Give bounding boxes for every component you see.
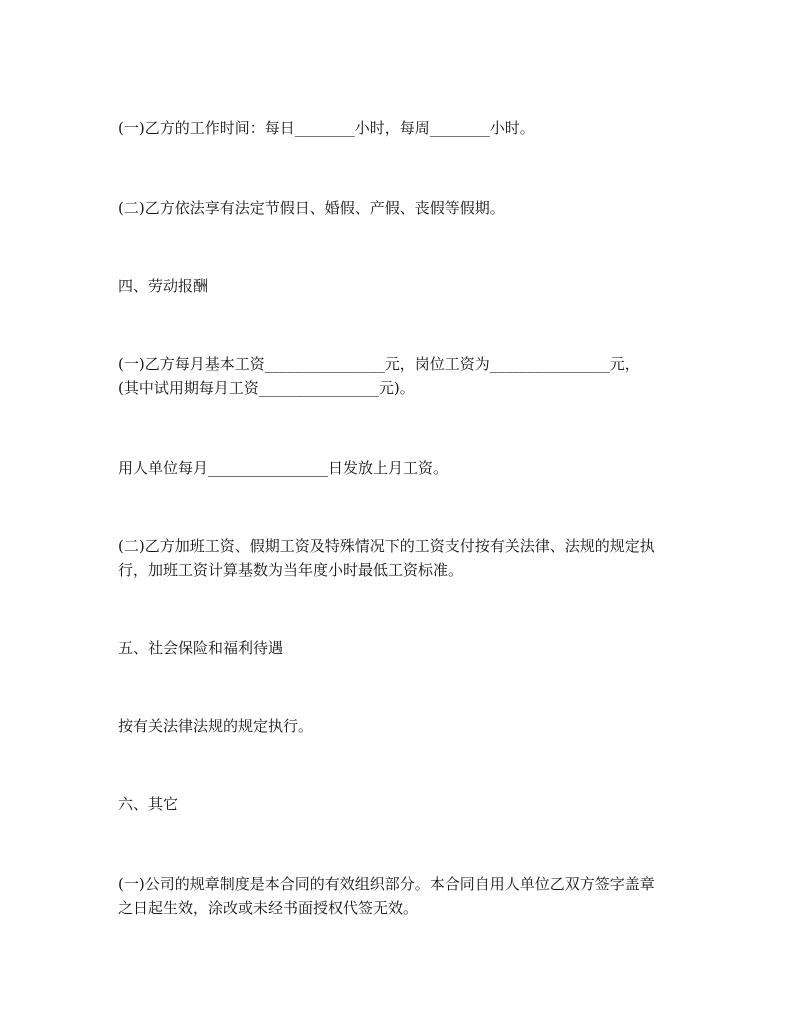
- basic-salary-line-2: (其中试用期每月工资________________元)。: [118, 379, 415, 397]
- holidays-text: (二)乙方依法享有法定节假日、婚假、产假、丧假等假期。: [118, 199, 505, 217]
- payday-clause: [118, 456, 698, 480]
- section-heading-insurance: [118, 636, 698, 660]
- overtime-clause: [118, 534, 698, 582]
- overtime-line-2: 行，加班工资计算基数为当年度小时最低工资标准。: [118, 561, 464, 579]
- basic-salary-clause: [118, 352, 698, 400]
- overtime-line-1: (二)乙方加班工资、假期工资及特殊情况下的工资支付按有关法律、法规的规定执: [118, 537, 655, 555]
- holidays-clause: [118, 196, 698, 220]
- company-rules-line-2: 之日起生效，涂改或未经书面授权代签无效。: [118, 899, 419, 917]
- section-heading-text: 四、劳动报酬: [118, 277, 209, 295]
- section-heading-remuneration: [118, 274, 698, 298]
- section-heading-other: [118, 792, 698, 816]
- section-heading-text: 五、社会保险和福利待遇: [118, 639, 284, 657]
- section-heading-text: 六、其它: [118, 795, 179, 813]
- basic-salary-line-1: (一)乙方每月基本工资________________元，岗位工资为________________元，: [118, 355, 640, 373]
- payday-text: 用人单位每月________________日发放上月工资。: [118, 459, 449, 477]
- insurance-text: 按有关法律法规的规定执行。: [118, 717, 314, 735]
- work-hours-clause: [118, 116, 698, 140]
- company-rules-line-1: (一)公司的规章制度是本合同的有效组织部分。本合同自用人单位乙双方签字盖章: [118, 875, 655, 893]
- company-rules-clause: [118, 872, 698, 920]
- work-hours-text: (一)乙方的工作时间：每日________小时，每周________小时。: [118, 119, 535, 137]
- insurance-clause: [118, 714, 698, 738]
